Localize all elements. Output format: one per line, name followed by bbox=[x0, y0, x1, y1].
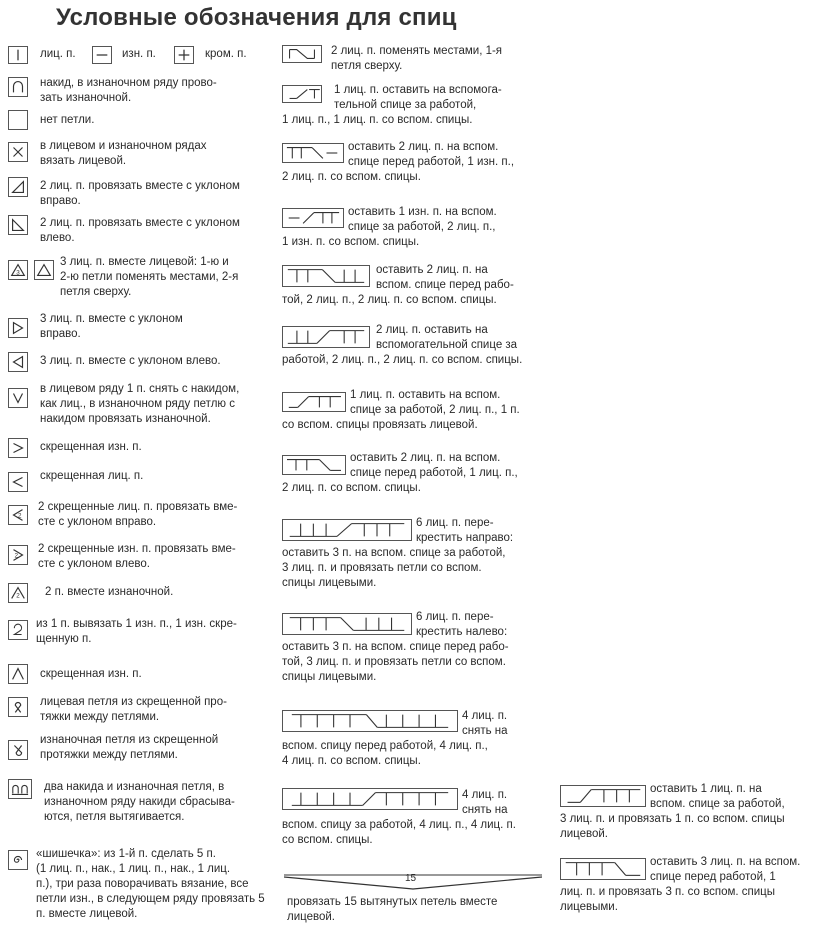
purl-stitch-symbol bbox=[92, 46, 112, 64]
k2tog-right-symbol bbox=[8, 177, 28, 197]
legend-text: лицевая петля из скрещенной про- тяжки между петлями. bbox=[40, 696, 227, 723]
make-knit-symbol bbox=[8, 697, 28, 717]
edge-label: кром. п. bbox=[205, 48, 247, 60]
legend-text: скрещенная лиц. п. bbox=[40, 470, 144, 482]
legend-text: 2 лиц. п. провязать вместе с уклоном вправо. bbox=[40, 180, 240, 207]
legend-text: оставить 2 лиц. п. на вспом. спице перед работой, 1 лиц. п., 2 лиц. п. со вспом. спицы. bbox=[282, 452, 518, 494]
make-purl-symbol bbox=[8, 740, 28, 760]
legend-text: 4 лиц. п. снять на вспом. спицу за работой, 4 лиц. п., 4 лиц. п. со вспом. спицы. bbox=[282, 789, 516, 846]
edge-stitch-symbol bbox=[174, 46, 194, 64]
slip-stitch-symbol bbox=[8, 388, 28, 408]
yarn-over-symbol bbox=[8, 77, 28, 97]
legend-text: скрещенная изн. п. bbox=[40, 668, 142, 680]
legend-text: 3 лиц. п. вместе лицевой: 1-ю и 2-ю петли поменять местами, 2-я петля сверху. bbox=[60, 256, 239, 298]
legend-text: 2 лиц. п. оставить на вспомогательной спице за работой, 2 лиц. п., 2 лиц. п. со вспом. спицы. bbox=[282, 324, 523, 366]
page-title: Условные обозначения для спиц bbox=[56, 4, 457, 31]
purl-tbl-symbol bbox=[8, 438, 28, 458]
legend-text: 6 лиц. п. пере- крестить налево: оставить 3 п. на вспом. спице перед рабо- той, 3 лиц. п. и провязать петли со вспом. спицы лицевыми. bbox=[282, 611, 509, 683]
legend-text: накид, в изнаночном ряду прово- зать изнаночной. bbox=[40, 77, 217, 104]
legend-text: 3 лиц. п. вместе с уклоном вправо. bbox=[40, 313, 183, 340]
purl-tbl-alt-symbol bbox=[8, 664, 28, 684]
legend-text: 2 скрещенные лиц. п. провязать вме- сте с уклоном вправо. bbox=[38, 501, 238, 528]
legend-text: 1 лиц. п. оставить на вспом. спице за работой, 2 лиц. п., 1 п. со вспом. спицы провязать лицевой. bbox=[282, 389, 520, 431]
legend-text: нет петли. bbox=[40, 114, 95, 126]
legend-text: оставить 3 лиц. п. на вспом. спице перед работой, 1 лиц. п. и провязать 3 п. со вспом. спицы лицевыми. bbox=[560, 856, 801, 913]
k2tog-left-symbol bbox=[8, 215, 28, 235]
legend-text: 6 лиц. п. пере- крестить направо: оставить 3 п. на вспом. спице за работой, 3 лиц. п. и провязать петли со вспом. спицы лицевыми. bbox=[282, 517, 514, 589]
k15-label: 15 bbox=[405, 873, 417, 884]
k3tog-left-symbol bbox=[8, 352, 28, 372]
legend-text: в лицевом и изнаночном рядах вязать лицевой. bbox=[40, 140, 207, 167]
legend-text: 3 лиц. п. вместе с уклоном влево. bbox=[40, 355, 221, 367]
purl-two-from-one-symbol bbox=[8, 620, 28, 640]
p2tog-tbl-symbol bbox=[8, 545, 28, 565]
purl-label: изн. п. bbox=[122, 48, 156, 60]
bobble-symbol bbox=[8, 850, 28, 870]
p2tog-symbol bbox=[8, 583, 28, 603]
legend-text: оставить 1 лиц. п. на вспом. спице за работой, 3 лиц. п. и провязать 1 п. со вспом. спицы лицевой. bbox=[560, 783, 785, 840]
legend-text: оставить 2 лиц. п. на вспом. спице перед работой, 1 изн. п., 2 лиц. п. со вспом. спицы. bbox=[282, 141, 515, 183]
legend-text: скрещенная изн. п. bbox=[40, 441, 142, 453]
legend-text: провязать 15 вытянутых петель вместе лицевой. bbox=[287, 896, 498, 923]
cross-symbol bbox=[8, 142, 28, 162]
legend-text: «шишечка»: из 1-й п. сделать 5 п. (1 лиц. п., нак., 1 лиц. п., нак., 1 лиц. п.), три раза поворачивать вязание, все петли изн., в следующем ряду провязать 5 п. вместе лицевой. bbox=[36, 848, 265, 920]
knit-stitch-symbol bbox=[8, 46, 28, 64]
legend-text: 2 лиц. п. провязать вместе с уклоном влево. bbox=[40, 217, 240, 244]
cable-2-swap-symbol bbox=[282, 45, 322, 63]
legend-text: оставить 2 лиц. п. на вспом. спице перед рабо- той, 2 лиц. п., 2 лиц. п. со вспом. спицы. bbox=[282, 264, 514, 306]
legend-text: оставить 1 изн. п. на вспом. спице за работой, 2 лиц. п., 1 изн. п. со вспом. спицы. bbox=[282, 206, 497, 248]
legend-text: 2 п. вместе изнаночной. bbox=[45, 586, 174, 598]
svg-text:2: 2 bbox=[16, 592, 20, 600]
legend-text: в лицевом ряду 1 п. снять с накидом, как лиц., в изнаночном ряду петлю с накидом провязать изнаночной. bbox=[40, 383, 240, 425]
svg-text:3: 3 bbox=[16, 269, 20, 277]
legend-text: 1 лиц. п. оставить на вспомога- тельной спице за работой, 1 лиц. п., 1 лиц. п. со вспом. спицы. bbox=[282, 84, 502, 126]
legend-text: из 1 п. вывязать 1 изн. п., 1 изн. скре- щенную п. bbox=[36, 618, 237, 645]
knit-label: лиц. п. bbox=[40, 48, 76, 60]
legend-text: 2 скрещенные изн. п. провязать вме- сте с уклоном влево. bbox=[38, 543, 236, 570]
legend-text: изнаночная петля из скрещенной протяжки между петлями. bbox=[40, 734, 219, 761]
legend-text: два накида и изнаночная петля, в изнаночном ряду накиди сбрасыва- ются, петля вытягивается. bbox=[44, 781, 235, 823]
legend-text: 2 лиц. п. поменять местами, 1-я петля сверху. bbox=[331, 45, 503, 72]
double-yarn-over-symbol bbox=[8, 779, 32, 799]
k3tog-swap-symbol bbox=[8, 260, 28, 280]
svg-text:2: 2 bbox=[18, 512, 22, 520]
knit-tbl-symbol bbox=[8, 472, 28, 492]
svg-text:2: 2 bbox=[14, 552, 18, 560]
legend-text: 4 лиц. п. снять на вспом. спицу перед работой, 4 лиц. п., 4 лиц. п. со вспом. спицы. bbox=[282, 710, 508, 767]
k3tog-right-symbol bbox=[8, 318, 28, 338]
k3tog-symbol bbox=[34, 260, 54, 280]
no-stitch-symbol bbox=[8, 110, 28, 130]
k2tog-tbl-right-symbol bbox=[8, 505, 28, 525]
